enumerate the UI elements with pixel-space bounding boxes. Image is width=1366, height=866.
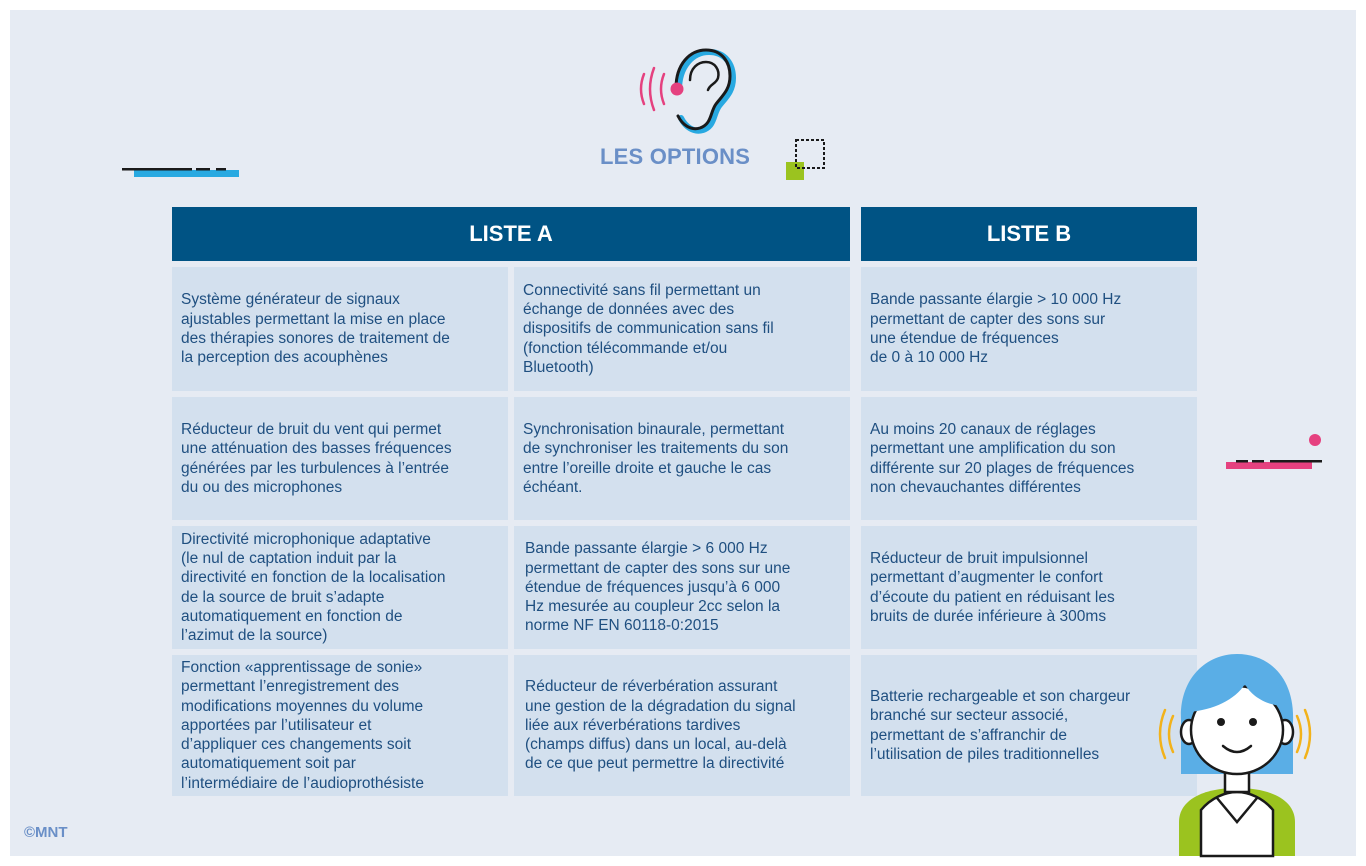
table-cell [861,397,1197,520]
table-cell [861,655,1197,796]
table-cell [172,397,508,520]
cell-text: Fonction «apprentissage de sonie» permettant l’enregistrement des modifications moyennes du volume apportées par l’utilisateur et d’appliquer ces changements soit automatiquement soit par l’intermédiaire de l’audioprothésiste [181,658,424,792]
cell-text: Réducteur de bruit impulsionnel permettant d’augmenter le confort d’écoute du patient en réduisant les bruits de durée inférieure à 300ms [870,549,1115,625]
page-title: LES OPTIONS [600,144,751,169]
cell-text: Directivité microphonique adaptative (le nul de captation induit par la directivité en fonction de la localisation de la source de bruit s’adapte automatiquement en fonction de l’azimut de la source) [181,530,446,645]
line-decoration-left [120,162,245,182]
cell-text: Au moins 20 canaux de réglages permettant une amplification du son différente sur 20 plages de fréquences non chevauchantes différentes [870,420,1135,496]
cell-text: Batterie rechargeable et son chargeur branché sur secteur associé, permettant de s’affranchir de l’utilisation de piles traditionnelles [870,687,1131,763]
table-cell [514,267,850,391]
header-liste-a-label: LISTE A [469,221,553,246]
header-liste-a [172,207,850,261]
table-cell [172,526,508,649]
cell-text: Réducteur de réverbération assurant une gestion de la dégradation du signal liée aux réverbérations tardives (champs diffus) dans un local, au-delà de ce que peut permettre la directivité [525,678,796,773]
table-cell [861,267,1197,391]
cell-text: Synchronisation binaurale, permettant de synchroniser les traitements du son entre l’oreille droite et gauche le cas échéant. [523,420,789,496]
copyright: ©MNT [24,824,68,841]
cell-text: Réducteur de bruit du vent qui permet une atténuation des basses fréquences générées par les turbulences à l’entrée du ou des microphones [181,420,452,496]
cell-text: Bande passante élargie > 10 000 Hz permettant de capter des sons sur une étendue de fréquences de 0 à 10 000 Hz [870,291,1122,367]
person-illustration [1155,650,1325,856]
table-cell [514,397,850,520]
square-decoration [784,138,828,184]
line-decoration-right [1222,430,1332,476]
header-liste-b [861,207,1197,261]
header-liste-b-label: LISTE B [986,221,1072,246]
table-cell [514,526,850,649]
cell-text: Système générateur de signaux ajustables permettant la mise en place des thérapies sonores de traitement de la perception des acouphènes [181,291,450,367]
table-cell [861,526,1197,649]
ear-icon [630,44,740,136]
cell-text: Connectivité sans fil permettant un échange de données avec des dispositifs de communication sans fil (fonction télécommande et/ou Bluetooth) [523,281,774,376]
table-cell [514,655,850,796]
table-cell [172,655,508,796]
cell-text: Bande passante élargie > 6 000 Hz permettant de capter des sons sur une étendue de fréquences jusqu’à 6 000 Hz mesurée au coupleur 2cc selon la norme NF EN 60118-0:2015 [525,540,791,635]
table-cell [172,267,508,391]
